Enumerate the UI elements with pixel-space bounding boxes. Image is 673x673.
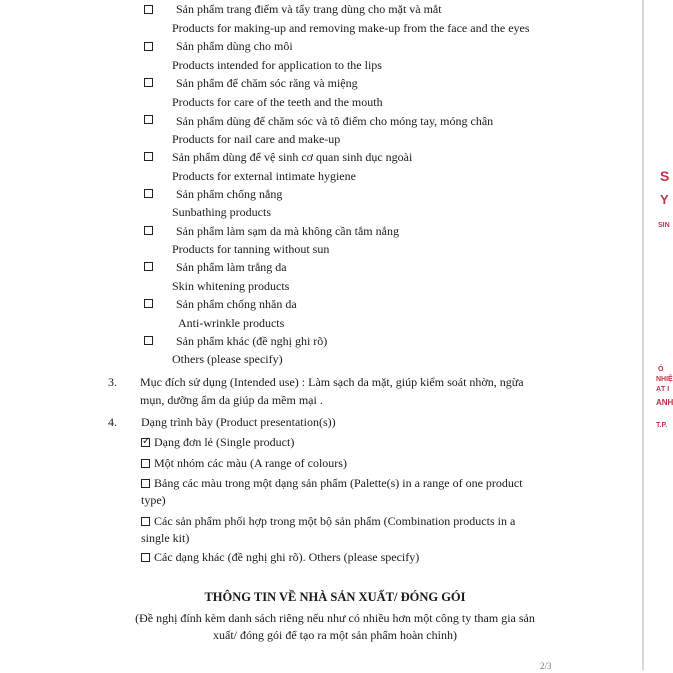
section-4-number: 4. [108,415,117,429]
page-edge [608,0,673,670]
checkbox-palette[interactable] [141,479,150,488]
stamp-fragment: ẠT I [656,386,670,393]
checkbox-makeup[interactable] [144,5,153,14]
stamp-fragment: ANH [656,398,673,407]
option-palette-label-cont: type) [141,493,166,507]
item-makeup-en: Products for making-up and removing make-up from the face and the eyes [172,21,530,35]
presentation-colours[interactable] [141,456,347,470]
presentation-other[interactable] [141,550,419,564]
checkbox-other[interactable] [141,553,150,562]
stamp-fragment: NHIỆ [656,376,673,383]
option-single-label: Dạng đơn lẻ (Single product) [154,435,295,449]
option-palette-label: Bảng các màu trong một dạng sản phẩm (Palette(s) in a range of one product [154,476,523,490]
checkbox-combination[interactable] [141,517,150,526]
checkbox-hygiene[interactable] [144,152,153,161]
manufacturer-heading: THÔNG TIN VỀ NHÀ SẢN XUẤT/ ĐÓNG GÓI [204,590,466,604]
item-whitening-vi: Sản phẩm làm trắng da [176,260,287,274]
option-combination-label-cont: single kit) [141,531,190,545]
item-tanning-en: Products for tanning without sun [172,242,330,256]
stamp-fragment: Ó [658,366,664,373]
item-makeup-vi: Sản phẩm trang điểm và tẩy trang dùng cho mặt và mắt [176,2,442,16]
presentation-palette[interactable] [141,476,523,490]
item-teeth-en: Products for care of the teeth and the mouth [172,95,383,109]
option-combination-label: Các sản phẩm phối hợp trong một bộ sản phẩm (Combination products in a [154,514,516,528]
item-whitening-en: Skin whitening products [172,279,290,293]
checkbox-others[interactable] [144,336,153,345]
stamp-fragment: S [660,168,670,184]
item-antiwrinkle-vi: Sản phẩm chống nhăn da [176,297,297,311]
section-4-title: Dạng trình bày (Product presentation(s)) [141,415,336,429]
checkbox-antiwrinkle[interactable] [144,299,153,308]
item-lips-vi: Sản phẩm dùng cho môi [176,39,293,53]
checkbox-tanning[interactable] [144,226,153,235]
item-sun-en: Sunbathing products [172,205,271,219]
item-hygiene-en: Products for external intimate hygiene [172,169,356,183]
checkbox-teeth[interactable] [144,78,153,87]
item-antiwrinkle-en: Anti-wrinkle products [178,316,285,330]
option-colours-label: Một nhóm các màu (A range of colours) [154,456,347,470]
item-nail-vi: Sản phẩm dùng để chăm sóc và tô điểm cho móng tay, móng chân [176,114,494,128]
checkbox-nail[interactable] [144,115,153,124]
item-others-en: Others (please specify) [172,352,283,366]
presentation-combination[interactable] [141,514,515,528]
section-3-text-line2: mụn, dưỡng ẩm da giúp da mềm mại . [140,393,323,407]
section-3-text-line1: Mục đích sử dụng (Intended use) : Làm sạch da mặt, giúp kiểm soát nhờn, ngừa [140,375,524,389]
manufacturer-note-line1: (Đề nghị đính kèm danh sách riêng nếu như có nhiều hơn một công ty tham gia sản [135,611,535,625]
manufacturer-note-line2: xuất/ đóng gói để tạo ra một sản phẩm hoàn chỉnh) [213,628,457,642]
checkbox-sun[interactable] [144,189,153,198]
item-tanning-vi: Sản phẩm làm sạm da mà không cần tắm nắng [176,224,399,238]
stamp-fragment: T.P. [656,422,668,429]
stamp-fragment: Y [660,192,669,207]
presentation-single[interactable] [141,435,294,449]
item-others-vi: Sản phẩm khác (đề nghị ghi rõ) [176,334,328,348]
item-teeth-vi: Sản phẩm để chăm sóc răng và miệng [176,76,358,90]
checkbox-whitening[interactable] [144,262,153,271]
page-boundary-line [642,0,644,670]
item-hygiene-vi: Sản phẩm dùng để vệ sinh cơ quan sinh dục ngoài [172,150,413,164]
page-number: 2/3 [540,661,552,671]
checkbox-colours[interactable] [141,459,150,468]
stamp-fragment: SIN [658,222,670,229]
section-3-number: 3. [108,375,117,389]
checkbox-checked-single[interactable] [141,438,150,447]
option-other-label: Các dạng khác (đề nghị ghi rõ). Others (please specify) [154,550,420,564]
item-nail-en: Products for nail care and make-up [172,132,341,146]
item-lips-en: Products intended for application to the lips [172,58,382,72]
item-sun-vi: Sản phẩm chống nắng [176,187,283,201]
checkbox-lips[interactable] [144,42,153,51]
